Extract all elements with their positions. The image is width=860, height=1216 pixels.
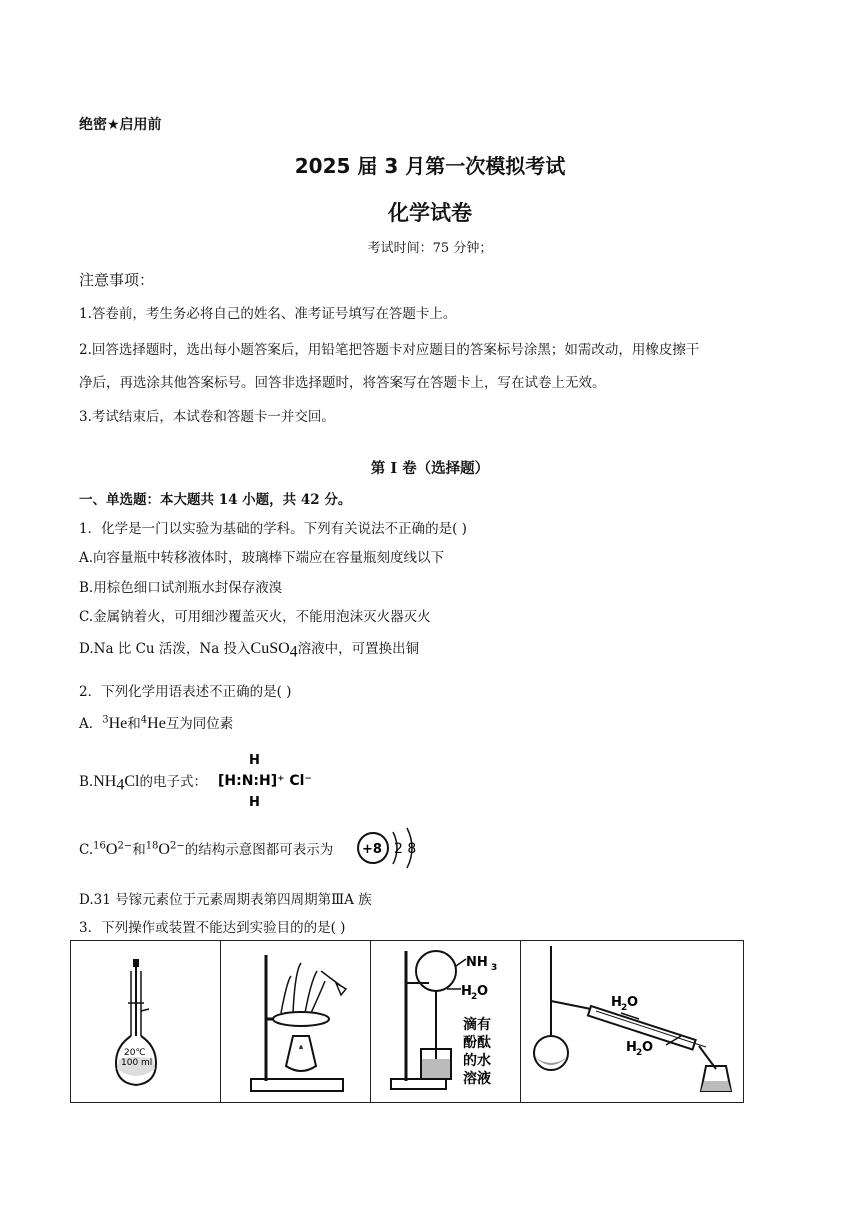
- exam-time: 考试时间：75 分钟；: [367, 241, 493, 256]
- svg-text:NH: NH: [466, 955, 488, 970]
- q2-option-a: A．$^3$He和$^4$He互为同位素: [79, 714, 234, 732]
- svg-text:O: O: [627, 995, 639, 1010]
- volumetric-flask-image: [71, 941, 221, 1102]
- apparatus-cell-a: [71, 941, 221, 1102]
- svg-text:H: H: [611, 995, 622, 1010]
- q1-option-a: A.向容量瓶中转移液体时，玻璃棒下端应在容量瓶刻度线以下: [79, 550, 445, 566]
- svg-text:3: 3: [491, 963, 498, 973]
- q2-option-d: D.31 号镓元素位于元素周期表第四周期第ⅢA 族: [79, 892, 372, 908]
- svg-text:H: H: [249, 753, 260, 768]
- notice-item-3: 3.考试结束后，本试卷和答题卡一并交回。: [79, 409, 335, 425]
- q1-option-c: C.金属钠着火，可用细沙覆盖灭火，不能用泡沫灭火器灭火: [79, 609, 431, 625]
- part-heading: 一、单选题：本大题共 14 小题，共 42 分。: [79, 492, 352, 508]
- svg-text:酚酞: 酚酞: [463, 1035, 491, 1051]
- svg-text:O: O: [477, 984, 489, 999]
- svg-text:溶液: 溶液: [463, 1071, 491, 1087]
- q2-option-c: $C.^{16}O^{2-}$和$^{18}O^{2-}$的结构示意图都可表示为: [79, 840, 334, 858]
- notice-item-2-cont: 净后，再选涂其他答案标号。回答非选择题时，将答案写在答题卡上，写在试卷上无效。: [79, 375, 606, 391]
- electron-formula-image: [212, 750, 322, 810]
- svg-text:2: 2: [636, 1048, 643, 1058]
- apparatus-cell-d: [521, 941, 743, 1102]
- q1-option-b: B.用棕色细口试剂瓶水封保存液溴: [79, 580, 283, 596]
- subject-title: 化学试卷: [388, 201, 472, 225]
- section-title: 第 I 卷（选择题）: [370, 460, 490, 477]
- svg-text:2 8: 2 8: [394, 841, 417, 857]
- ammonia-absorption-image: [371, 941, 521, 1102]
- q2-stem: 2．下列化学用语表述不正确的是( ): [79, 684, 292, 700]
- evaporation-setup-image: [221, 941, 371, 1102]
- apparatus-table: [70, 940, 744, 1103]
- svg-text:H: H: [626, 1040, 637, 1055]
- distillation-setup-image: [521, 941, 743, 1102]
- svg-text:100 ml: 100 ml: [121, 1058, 153, 1068]
- svg-text:H: H: [249, 795, 260, 810]
- svg-text:[H:N:H]⁺ Cl⁻: [H:N:H]⁺ Cl⁻: [218, 773, 312, 789]
- apparatus-cell-b: [221, 941, 371, 1102]
- svg-text:H: H: [461, 984, 472, 999]
- q3-stem: 3．下列操作或装置不能达到实验目的的是( ): [79, 920, 346, 936]
- exam-title: 2025 届 3 月第一次模拟考试: [294, 154, 566, 178]
- apparatus-cell-c: [371, 941, 521, 1102]
- svg-text:20℃: 20℃: [124, 1048, 146, 1058]
- svg-text:+8: +8: [362, 842, 382, 857]
- q1-option-d: D.Na 比 Cu 活泼，Na 投入CuSO$_4$溶液中，可置换出铜: [79, 640, 420, 661]
- notice-item-1: 1.答卷前，考生务必将自己的姓名、准考证号填写在答题卡上。: [79, 306, 457, 322]
- confidential-mark: 绝密★启用前: [79, 117, 162, 133]
- q1-stem: 1．化学是一门以实验为基础的学科。下列有关说法不正确的是( ): [79, 521, 467, 537]
- notice-item-2: 2.回答选择题时，选出每小题答案后，用铅笔把答题卡对应题目的答案标号涂黑；如需改动，用橡皮擦干: [79, 342, 700, 358]
- svg-text:2: 2: [471, 992, 478, 1002]
- svg-text:的水: 的水: [463, 1053, 491, 1069]
- svg-text:O: O: [642, 1040, 654, 1055]
- notice-heading: 注意事项：: [79, 271, 155, 289]
- q2-option-b: $B.NH_4Cl$的电子式：: [79, 773, 207, 794]
- svg-text:2: 2: [621, 1003, 628, 1013]
- svg-text:滴有: 滴有: [463, 1017, 491, 1033]
- oxygen-ion-structure-diagram: [355, 822, 430, 872]
